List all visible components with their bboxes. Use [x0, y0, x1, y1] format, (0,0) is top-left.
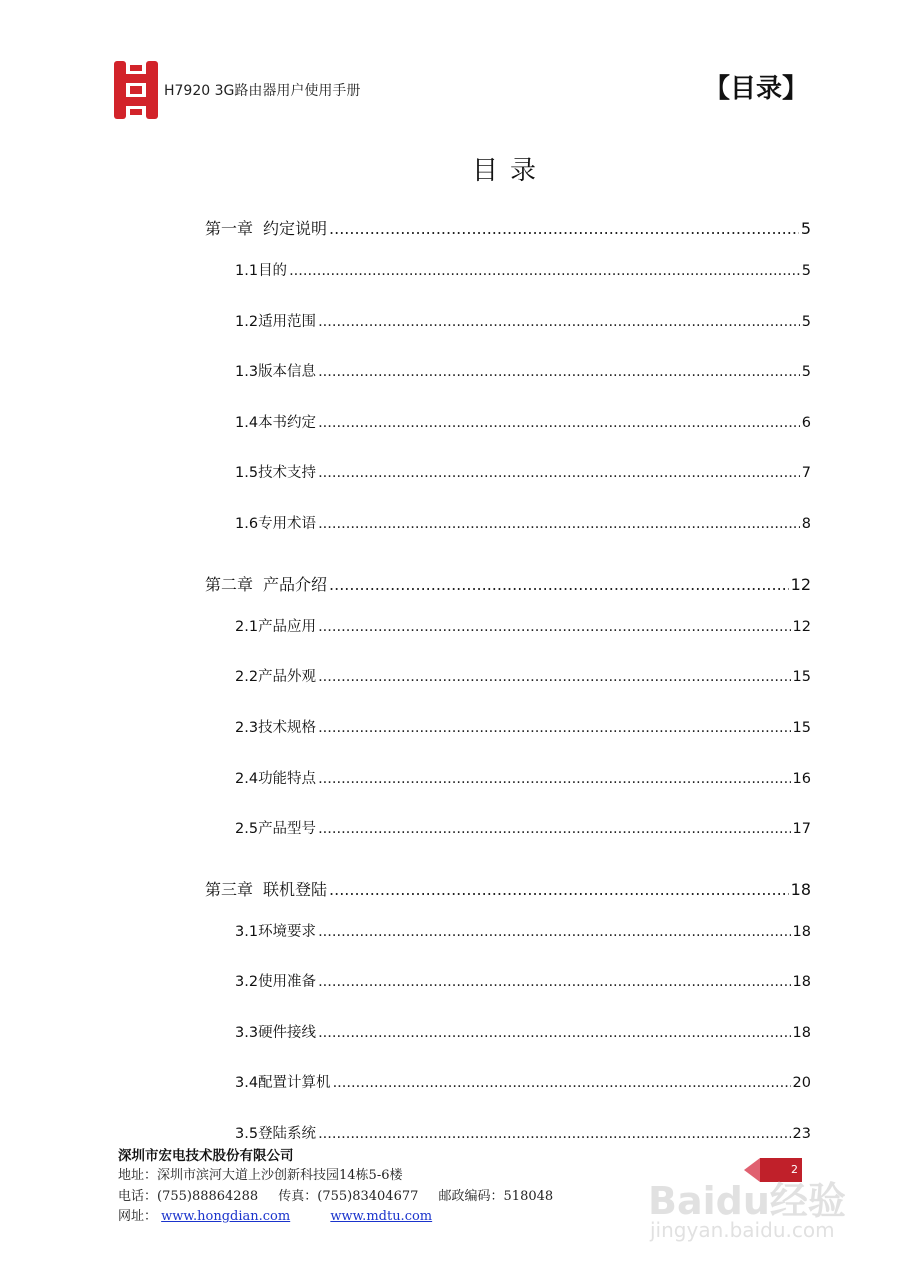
toc-page-number: 15 — [792, 669, 811, 685]
toc-leader-dots — [329, 880, 789, 899]
footer-phone: 电话：(755)88864288 — [118, 1189, 259, 1204]
toc-title: 功能特点 — [258, 771, 317, 787]
toc-title: 使用准备 — [258, 974, 317, 990]
footer-contact — [118, 1185, 553, 1204]
toc-leader-dots — [318, 974, 790, 990]
toc-chapter[interactable] — [205, 572, 811, 595]
toc-page-number: 18 — [792, 924, 811, 940]
footer-web-label: 网址： — [118, 1209, 158, 1224]
toc-number: 3.2 — [235, 974, 259, 990]
toc-title: 配置计算机 — [258, 1075, 331, 1091]
toc-leader-dots — [318, 314, 800, 330]
toc-page-number: 15 — [792, 720, 811, 736]
toc-title: 目的 — [258, 263, 288, 279]
toc-entry[interactable] — [235, 512, 811, 533]
toc-entry[interactable] — [235, 920, 811, 941]
toc-leader-dots — [318, 516, 800, 532]
toc-entry[interactable] — [235, 615, 811, 636]
toc-chapter[interactable] — [205, 877, 811, 900]
toc-leader-dots — [318, 720, 790, 736]
toc-entry[interactable] — [235, 360, 811, 381]
toc-title: 产品介绍 — [263, 575, 328, 594]
toc-title: 本书约定 — [258, 415, 317, 431]
toc-entry[interactable] — [235, 817, 811, 838]
toc-page-number: 12 — [792, 619, 811, 635]
toc-page-number: 5 — [801, 263, 811, 279]
toc-title: 技术规格 — [258, 720, 317, 736]
footer-company: 深圳市宏电技术股份有限公司 — [118, 1148, 294, 1164]
toc-number: 1.4 — [235, 415, 259, 431]
toc-leader-dots — [289, 263, 800, 279]
toc-title: 适用范围 — [258, 314, 317, 330]
company-logo — [114, 61, 158, 119]
section-tag: 【目录】 — [703, 74, 808, 104]
toc-title: 登陆系统 — [258, 1126, 317, 1142]
toc-number: 第三章 — [205, 880, 254, 899]
watermark-url: jingyan.baidu.com — [650, 1218, 835, 1242]
toc-entry[interactable] — [235, 1122, 811, 1143]
toc-number: 1.6 — [235, 516, 259, 532]
footer-postcode: 邮政编码：518048 — [438, 1189, 554, 1204]
toc-entry[interactable] — [235, 767, 811, 788]
toc-title: 产品应用 — [258, 619, 317, 635]
page-title: 目录 — [471, 156, 548, 186]
toc-number: 第一章 — [205, 219, 254, 238]
toc-number: 2.4 — [235, 771, 259, 787]
toc-page-number: 18 — [790, 880, 811, 899]
toc-number: 第二章 — [205, 575, 254, 594]
toc-number: 1.5 — [235, 465, 259, 481]
toc-entry[interactable] — [235, 665, 811, 686]
toc-title: 联机登陆 — [263, 880, 328, 899]
toc-number: 2.1 — [235, 619, 259, 635]
toc-number: 1.2 — [235, 314, 259, 330]
toc-page-number: 5 — [800, 219, 811, 238]
toc-chapter[interactable] — [205, 216, 811, 239]
toc-entry[interactable] — [235, 1021, 811, 1042]
toc-entry[interactable] — [235, 259, 811, 280]
toc-leader-dots — [318, 1126, 790, 1142]
toc-page-number: 6 — [801, 415, 811, 431]
toc-leader-dots — [329, 575, 789, 594]
page-number-badge: 2 — [760, 1158, 802, 1182]
toc-number: 3.5 — [235, 1126, 259, 1142]
toc-title: 产品型号 — [258, 821, 317, 837]
toc-number: 2.2 — [235, 669, 259, 685]
toc-title: 约定说明 — [263, 219, 328, 238]
toc-leader-dots — [318, 415, 800, 431]
toc-page-number: 16 — [792, 771, 811, 787]
toc-title: 环境要求 — [258, 924, 317, 940]
toc-number: 1.3 — [235, 364, 259, 380]
toc-page-number: 12 — [790, 575, 811, 594]
toc-entry[interactable] — [235, 970, 811, 991]
toc-entry[interactable] — [235, 716, 811, 737]
toc-title: 专用术语 — [258, 516, 317, 532]
toc-page-number: 5 — [801, 364, 811, 380]
footer-address: 地址：深圳市滨河大道上沙创新科技园14栋5-6楼 — [118, 1168, 403, 1183]
website-link-mdtu[interactable]: www.mdtu.com — [330, 1209, 433, 1224]
footer-fax: 传真：(755)83404677 — [278, 1189, 419, 1204]
toc-number: 3.4 — [235, 1075, 259, 1091]
toc-page-number: 17 — [792, 821, 811, 837]
toc-page-number: 20 — [792, 1075, 811, 1091]
toc-leader-dots — [318, 669, 790, 685]
footer-web — [118, 1205, 432, 1224]
toc-entry[interactable] — [235, 310, 811, 331]
document-title: H7920 3G路由器用户使用手册 — [164, 83, 361, 99]
watermark-logo: Baidu经验 — [648, 1179, 846, 1223]
toc-title: 版本信息 — [258, 364, 317, 380]
toc-page-number: 23 — [792, 1126, 811, 1142]
toc-leader-dots — [318, 619, 790, 635]
toc-title: 技术支持 — [258, 465, 317, 481]
toc-leader-dots — [318, 771, 790, 787]
toc-page-number: 18 — [792, 1025, 811, 1041]
toc-number: 1.1 — [235, 263, 259, 279]
toc-page-number: 8 — [801, 516, 811, 532]
toc-leader-dots — [318, 465, 800, 481]
toc-leader-dots — [318, 924, 790, 940]
toc-number: 2.5 — [235, 821, 259, 837]
toc-leader-dots — [318, 1025, 790, 1041]
watermark — [640, 1162, 890, 1262]
toc-page-number: 5 — [801, 314, 811, 330]
toc-page-number: 18 — [792, 974, 811, 990]
toc-entry[interactable] — [235, 461, 811, 482]
toc-leader-dots — [333, 1075, 791, 1091]
toc-title: 硬件接线 — [258, 1025, 317, 1041]
toc-page-number: 7 — [801, 465, 811, 481]
website-link-hongdian[interactable]: www.hongdian.com — [161, 1209, 291, 1224]
toc-leader-dots — [318, 821, 790, 837]
toc-number: 3.1 — [235, 924, 259, 940]
toc-leader-dots — [329, 219, 799, 238]
toc-number: 3.3 — [235, 1025, 259, 1041]
toc-entry[interactable] — [235, 411, 811, 432]
toc-number: 2.3 — [235, 720, 259, 736]
toc-title: 产品外观 — [258, 669, 317, 685]
toc-leader-dots — [318, 364, 800, 380]
toc-entry[interactable] — [235, 1071, 811, 1092]
